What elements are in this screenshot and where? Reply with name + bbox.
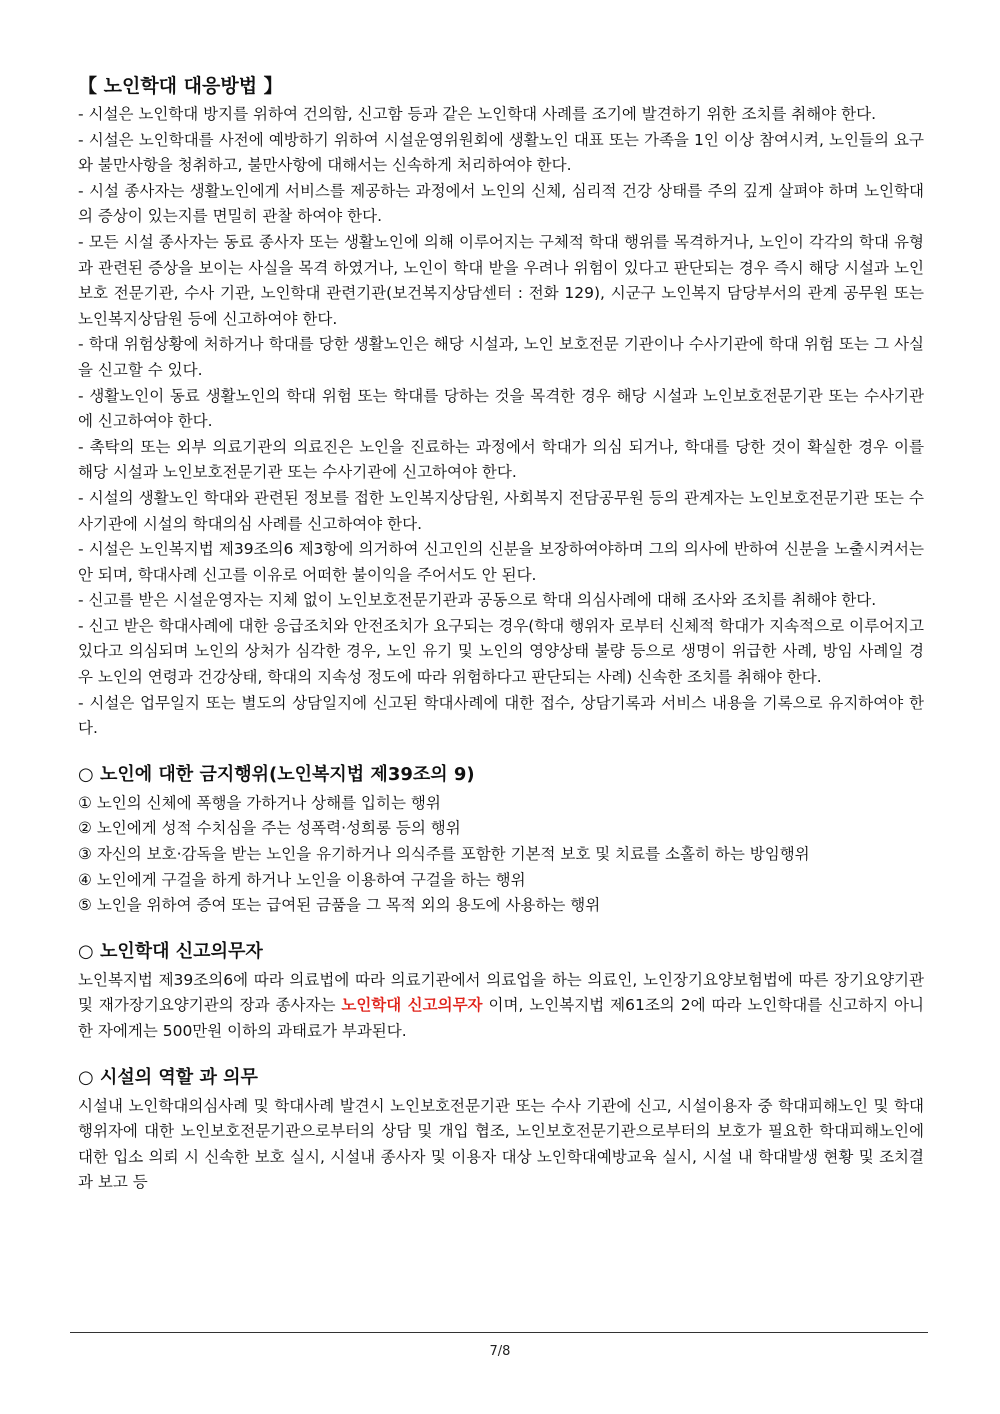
- response-paragraph: - 학대 위험상황에 처하거나 학대를 당한 생활노인은 해당 시설과, 노인 보호전문 기관이나 수사기관에 학대 위험 또는 그 사실을 신고할 수 있다.: [78, 335, 924, 379]
- mandatory-reporters-text-after: 이며, 노인복지법 제61조의 2에 따라 노인학대를 신고하지 아니한 자에게는 500만원 이하의 과태료가 부과된다.: [78, 996, 924, 1040]
- response-paragraph: - 시설의 생활노인 학대와 관련된 정보를 접한 노인복지상담원, 사회복지 전담공무원 등의 관계자는 노인보호전문기관 또는 수사기관에 시설의 학대의심 사례를 신고하여야 한다.: [78, 488, 924, 533]
- prohibited-act-item: ④ 노인에게 구걸을 하게 하거나 노인을 이용하여 구걸을 하는 행위: [78, 870, 526, 889]
- footer-divider: [70, 1332, 928, 1333]
- mandatory-reporters-paragraph: [78, 968, 924, 1045]
- prohibited-acts-list: [78, 791, 924, 919]
- response-paragraph: - 신고를 받은 시설운영자는 지체 없이 노인보호전문기관과 공동으로 학대 의심사례에 대해 조사와 조치를 취해야 한다.: [78, 591, 877, 610]
- abuse-response-list: [78, 102, 924, 742]
- prohibited-act-item: ③ 자신의 보호·감독을 받는 노인을 유기하거나 의식주를 포함한 기본적 보호 및 치료를 소홀히 하는 방임행위: [78, 845, 810, 864]
- response-paragraph: - 시설 종사자는 생활노인에게 서비스를 제공하는 과정에서 노인의 신체, 심리적 건강 상태를 주의 깊게 살펴야 하며 노인학대의 증상이 있는지를 면밀히 관찰 하여야 한다.: [78, 181, 924, 226]
- response-paragraph: - 생활노인이 동료 생활노인의 학대 위험 또는 학대를 당하는 것을 목격한 경우 해당 시설과 노인보호전문기관 또는 수사기관에 신고하여야 한다.: [78, 386, 924, 431]
- section-title-facility-role: ○ 시설의 역할 과 의무: [78, 1066, 258, 1088]
- section-title-abuse-response: 【 노인학대 대응방법 】: [78, 75, 283, 97]
- mandatory-reporters-highlight: 노인학대 신고의무자: [341, 996, 483, 1015]
- page-number: 7/8: [489, 1344, 511, 1359]
- mandatory-reporters-text-before: 노인복지법 제39조의6에 따라 의료법에 따라 의료기관에서 의료업을 하는 의료인, 노인장기요양보험법에 따른 장기요양기관 및 재가장기요양기관의 장과 종사자는: [78, 970, 924, 1015]
- facility-role-paragraph: 시설내 노인학대의심사례 및 학대사례 발견시 노인보호전문기관 또는 수사 기관에 신고, 시설이용자 중 학대피해노인 및 학대행위자에 대한 노인보호전문기관으로부터의 상담 및 개입 협조, 노인보호전문기관으로부터의 보호가 필요한 학대피해노인에 대한 입소 의뢰 시 신속한 보호 실시, 시설내 종사자 및 이용자 대상 노인학대예방교육 실시, 시설 내 학대발생 현황 및 조치결과 보고 등: [78, 1096, 924, 1192]
- response-paragraph: - 시설은 업무일지 또는 별도의 상담일지에 신고된 학대사례에 대한 접수, 상담기록과 서비스 내용을 기록으로 유지하여야 한다.: [78, 693, 924, 738]
- response-paragraph: - 신고 받은 학대사례에 대한 응급조치와 안전조치가 요구되는 경우(학대 행위자 로부터 신체적 학대가 지속적으로 이루어지고 있다고 의심되며 노인의 상처가 심각한 경우, 노인 유기 및 노인의 영양상태 불량 등으로 생명이 위급한 사례, 방임 사례일 경우 노인의 연령과 건강상태, 학대의 지속성 정도에 따라 위험하다고 판단되는 사례) 신속한 조치를 취해야 한다.: [78, 616, 924, 687]
- document-page: [78, 72, 924, 1196]
- section-title-mandatory-reporters: ○ 노인학대 신고의무자: [78, 940, 263, 962]
- prohibited-act-item: ① 노인의 신체에 폭행을 가하거나 상해를 입히는 행위: [78, 793, 441, 812]
- response-paragraph: - 촉탁의 또는 외부 의료기관의 의료진은 노인을 진료하는 과정에서 학대가 의심 되거나, 학대를 당한 것이 확실한 경우 이를 해당 시설과 노인보호전문기관 또는 수사기관에 신고하여야 한다.: [78, 437, 924, 482]
- section-title-prohibited-acts: ○ 노인에 대한 금지행위(노인복지법 제39조의 9): [78, 763, 475, 785]
- prohibited-act-item: ⑤ 노인을 위하여 증여 또는 급여된 금품을 그 목적 외의 용도에 사용하는 행위: [78, 896, 601, 915]
- prohibited-act-item: ② 노인에게 성적 수치심을 주는 성폭력·성희롱 등의 행위: [78, 819, 461, 838]
- response-paragraph: - 시설은 노인학대를 사전에 예방하기 위하여 시설운영위원회에 생활노인 대표 또는 가족을 1인 이상 참여시켜, 노인들의 요구와 불만사항을 청취하고, 불만사항에 대해서는 신속하게 처리하여야 한다.: [78, 130, 924, 175]
- response-paragraph: - 시설은 노인학대 방지를 위하여 건의함, 신고함 등과 같은 노인학대 사례를 조기에 발견하기 위한 조치를 취해야 한다.: [78, 105, 877, 123]
- response-paragraph: - 시설은 노인복지법 제39조의6 제3항에 의거하여 신고인의 신분을 보장하여야하며 그의 의사에 반하여 신분을 노출시켜서는 안 되며, 학대사례 신고를 이유로 어떠한 불이익을 주어서도 안 된다.: [78, 540, 924, 584]
- response-paragraph: - 모든 시설 종사자는 동료 종사자 또는 생활노인에 의해 이루어지는 구체적 학대 행위를 목격하거나, 노인이 각각의 학대 유형과 관련된 증상을 보이는 사실을 목격 하였거나, 노인이 학대 받을 우려나 위험이 있다고 판단되는 경우 즉시 해당 시설과 노인보호 전문기관, 수사 기관, 노인학대 관련기관(보건복지상담센터 : 전화 129), 시군구 노인복지 담당부서의 관계 공무원 또는 노인복지상담원 등에 신고하여야 한다.: [78, 232, 924, 328]
